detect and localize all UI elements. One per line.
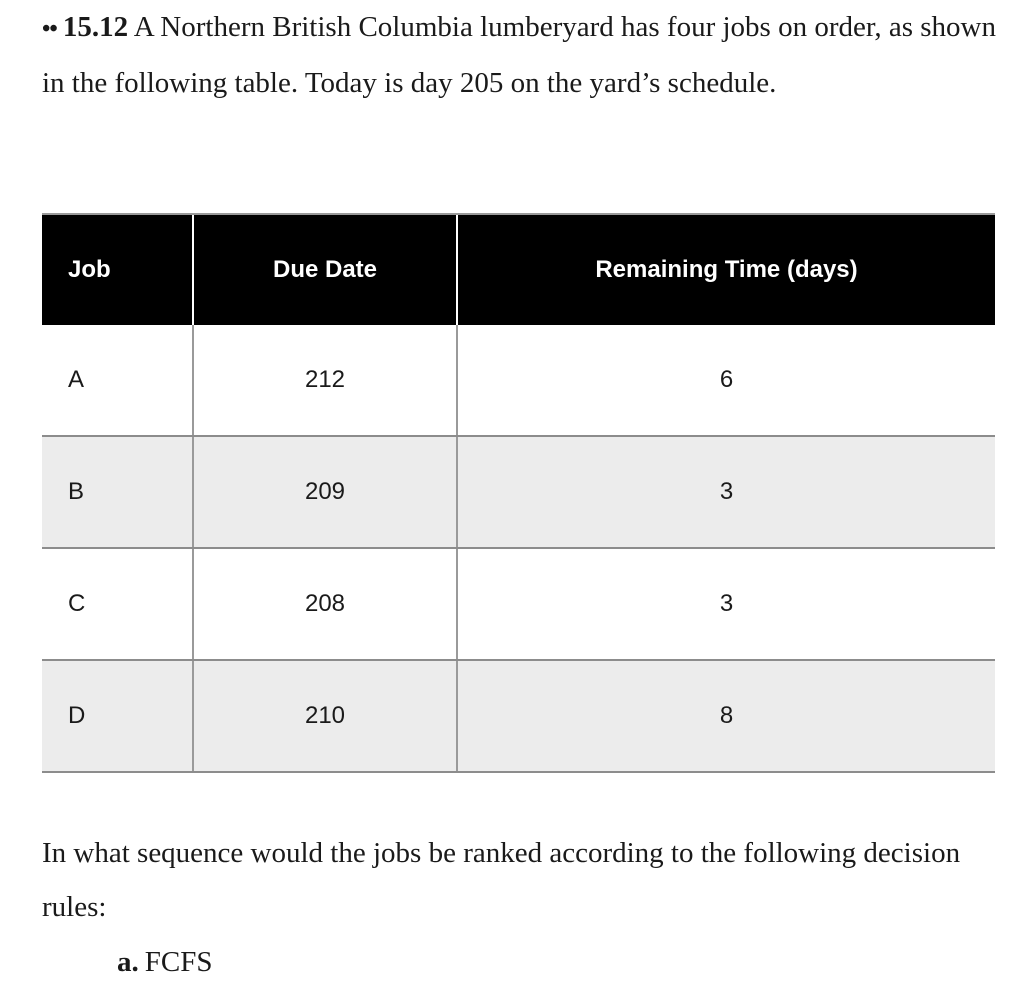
option-a <box>117 935 212 989</box>
cell-due-date: 208 <box>193 548 457 660</box>
cell-job: C <box>42 548 193 660</box>
option-label: FCFS <box>144 946 213 978</box>
table-row <box>42 436 995 548</box>
cell-due-date: 210 <box>193 660 457 772</box>
cell-remaining-time: 3 <box>457 436 995 548</box>
header-remaining-time: Remaining Time (days) <box>457 214 995 325</box>
difficulty-bullets: •• <box>42 16 57 42</box>
cell-remaining-time: 3 <box>457 548 995 660</box>
jobs-table <box>42 213 995 773</box>
cell-remaining-time: 6 <box>457 325 995 436</box>
cell-due-date: 212 <box>193 325 457 436</box>
header-job: Job <box>42 214 193 325</box>
problem-number: 15.12 <box>62 11 129 43</box>
table-row <box>42 325 995 436</box>
table-row <box>42 660 995 772</box>
option-letter: a. <box>117 946 139 978</box>
question-text: In what sequence would the jobs be ranked according to the following decision rules: <box>42 837 961 923</box>
cell-job: A <box>42 325 193 436</box>
cell-job: D <box>42 660 193 772</box>
problem-statement <box>42 0 1002 110</box>
header-due-date: Due Date <box>193 214 457 325</box>
problem-text: A Northern British Columbia lumberyard has four jobs on order, as shown in the following table. Today is day 205 on the yard’s schedule. <box>42 11 996 99</box>
cell-job: B <box>42 436 193 548</box>
table-row <box>42 548 995 660</box>
cell-remaining-time: 8 <box>457 660 995 772</box>
table-header-row <box>42 214 995 325</box>
cell-due-date: 209 <box>193 436 457 548</box>
